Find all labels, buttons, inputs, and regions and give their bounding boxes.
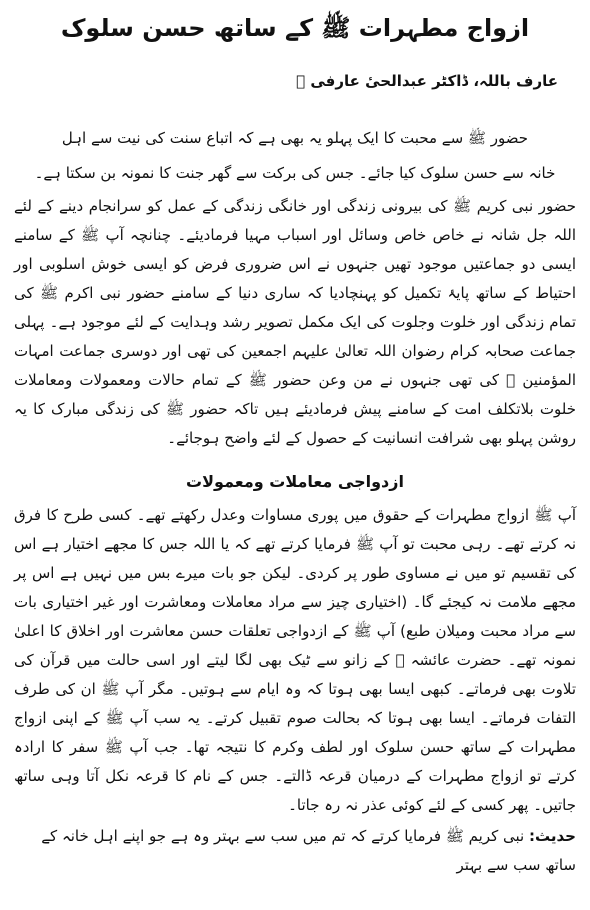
intro-line-1: حضور ﷺ سے محبت کا ایک پہلو یہ بھی ہے کہ اتباع سنت کی نیت سے اہل [61,129,529,147]
hadith-line [14,822,576,880]
intro-line-2: خانہ سے حسن سلوک کیا جائے۔ جس کی برکت سے گھر جنت کا نمونہ بن سکتا ہے۔ [34,164,556,182]
section-heading: ازدواجی معاملات ومعمولات [186,472,404,491]
hadith-label: حدیث: [529,827,576,845]
body-paragraph-1: حضور نبی کریم ﷺ کی بیرونی زندگی اور خانگی زندگی کے عمل کو سرانجام دینے کے لئے اللہ جل شانہ نے خاص خاص وسائل اور اسباب مہیا فرمادیئے۔ چنانچہ آپ ﷺ کے سامنے ایسی دو جماعتیں موجود تھیں جنہوں نے اس ضروری فرض کو ایسی خوش اسلوبی اور احتیاط کے ساتھ پایۂ تکمیل کو پہنچادیا کہ ساری دنیا کے سامنے حضور نبی اکرم ﷺ کی تمام زندگی اور خلوت وجلوت کی ایک مکمل تصویر رشد وہدایت کے لئے موجود ہے۔ پہلی جماعت صحابہ کرام رضوان اللہ تعالیٰ علیہم اجمعین کی تھی اور دوسری جماعت امہات المؤمنین ﷢ کی تھی جنہوں نے من وعن حضور ﷺ کے تمام حالات ومعمولات ومعاملات خلوت بلاتکلف امت کے سامنے پیش فرمادیئے ہیں تاکہ حضور ﷺ کی زندگی مبارک کا یہ روشن پہلو بھی شرافت انسانیت کے حصول کے لئے واضح ہوجائے۔ [14,197,576,447]
article-title: ازواج مطہرات ﷺ کے ساتھ حسن سلوک [60,14,530,42]
body-paragraph-2: آپ ﷺ ازواج مطہرات کے حقوق میں پوری مساوات وعدل رکھتے تھے۔ کسی طرح کا فرق نہ کرتے تھے۔ رہی محبت تو آپ ﷺ فرمایا کرتے تھے کہ یا اللہ جس کا مجھے اختیار ہے اس کی تقسیم تو میں نے مساوی طور پر کردی۔ لیکن جو بات میرے بس میں نہیں ہے اس پر مجھے ملامت نہ کیجئے گا۔ (اختیاری چیز سے مراد معاملات ومعاشرت اور غیر اختیاری بات سے مراد محبت ومیلان طبع) آپ ﷺ کے ازدواجی تعلقات حسن معاشرت اور اخلاق کا اعلیٰ نمونہ تھے۔ حضرت عائشہ ﷝ کے زانو سے ٹیک بھی لگا لیتے اور اسی حالت میں قرآن کی تلاوت بھی فرماتے۔ کبھی ایسا بھی ہوتا کہ وہ ایام سے ہوتیں۔ مگر آپ ﷺ ان کی طرف التفات فرماتے۔ ایسا بھی ہوتا کہ بحالت صوم تقبیل کرتے۔ یہ سب آپ ﷺ کے اپنی ازواج مطہرات کے ساتھ حسن سلوک اور لطف وکرم کا نتیجہ تھا۔ جب آپ ﷺ سفر کا ارادہ کرتے تو ازواج مطہرات کے درمیان قرعہ ڈالتے۔ جس کے نام کا قرعہ نکل آتا وہی ساتھ جاتیں۔ پھر کسی کے لئے کوئی عذر نہ رہ جاتا۔ [14,506,576,814]
article-author: عارف باللہ، ڈاکٹر عبدالحیٔ عارفی ﷫ [296,72,558,90]
hadith-text: نبی کریم ﷺ فرمایا کرتے کہ تم میں سب سے بہتر وہ ہے جو اپنے اہل خانہ کے ساتھ سب سے بہتر [41,827,576,874]
